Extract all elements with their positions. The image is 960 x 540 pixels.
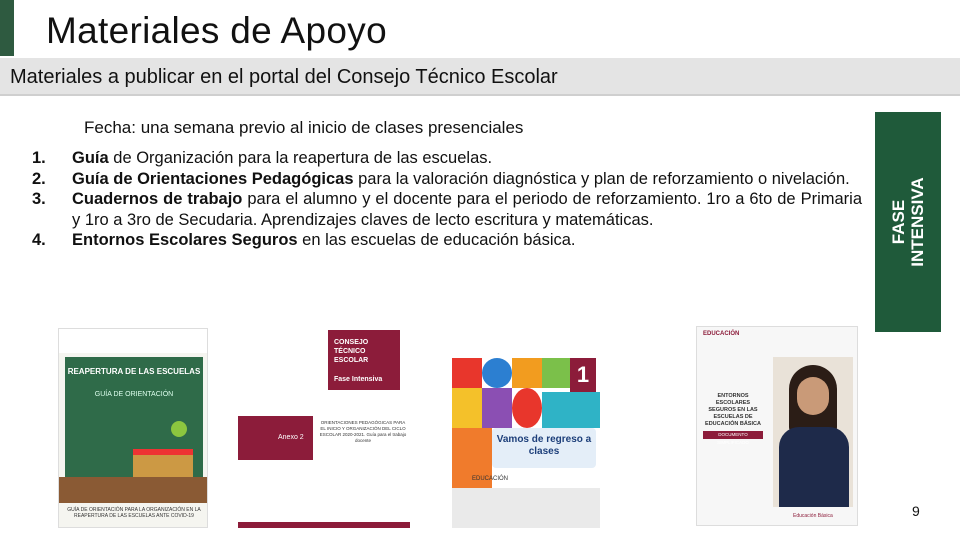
student-photo	[773, 357, 853, 507]
pattern-tile	[512, 388, 542, 428]
phase-label-box	[875, 112, 941, 332]
apple-icon	[171, 421, 187, 437]
item-number: 3.	[32, 190, 46, 208]
pattern-tile	[542, 392, 600, 428]
student-uniform	[779, 427, 849, 507]
cover-header-logos	[59, 329, 207, 353]
grade-number: 1	[570, 358, 596, 392]
cover-regreso-clases	[452, 358, 600, 528]
student-face	[797, 377, 829, 415]
pattern-tile	[482, 358, 512, 388]
cover-reapertura-guide	[58, 328, 208, 528]
phase-label	[889, 122, 927, 322]
date-line: Fecha: una semana previo al inicio de clases presenciales	[84, 118, 524, 137]
pattern-tile	[452, 488, 600, 528]
cte-title-block	[328, 330, 400, 390]
pattern-tile	[512, 358, 542, 388]
item-bold: Guía	[72, 149, 109, 167]
page-number: 9	[912, 503, 920, 519]
item-bold: Entornos Escolares Seguros	[72, 231, 298, 249]
pattern-tile	[452, 358, 482, 388]
cover-title: ENTORNOS ESCOLARES SEGUROS EN LAS ESCUELAS DE EDUCACIÓN BÁSICA	[705, 393, 761, 427]
books-image	[133, 449, 193, 477]
item-text	[72, 148, 862, 169]
item-text	[72, 230, 862, 251]
title-accent-bar	[0, 0, 14, 56]
cover-footer: GUÍA DE ORIENTACIÓN PARA LA ORGANIZACIÓN EN LA REAPERTURA DE LAS ESCUELAS ANTE COVID-19	[67, 507, 201, 519]
item-bold: Guía de Orientaciones Pedagógicas	[72, 169, 354, 188]
cover-header: EDUCACIÓN	[703, 331, 740, 337]
cover-subtitle: GUÍA DE ORIENTACIÓN	[94, 391, 174, 398]
cover-bottom-bar	[238, 522, 410, 528]
list-item	[32, 148, 862, 169]
pattern-tile	[482, 388, 512, 428]
subtitle-band	[0, 58, 960, 96]
materials-list	[32, 148, 862, 251]
cover-phase: Fase Intensiva	[334, 376, 383, 383]
page-subtitle: Materiales a publicar en el portal del Consejo Técnico Escolar	[10, 66, 558, 88]
item-text	[72, 189, 862, 230]
item-rest: para el alumno y el docente para el periodo de reforzamiento. 1ro a 6to de Primaria y 1ro a 3ro de Secudaria. Aprendizajes claves de lecto escritura y matemáticas.	[72, 190, 862, 229]
item-text	[72, 169, 862, 190]
cover-footer: Educación Básica	[793, 513, 833, 519]
page-title: Materiales de Apoyo	[46, 10, 387, 51]
item-rest: de Organización para la reapertura de las escuelas.	[108, 149, 493, 167]
pattern-tile	[542, 358, 570, 388]
phase-label-line1: FASE	[889, 199, 908, 245]
item-number: 4.	[32, 231, 46, 249]
annex-description: ORIENTACIONES PEDAGÓGICAS PARA EL INICIO Y ORGANIZACIÓN DEL CICLO ESCOLAR 2020-2021. Guía para el trabajo docente	[319, 420, 407, 443]
cover-title: CONSEJO TÉCNICO ESCOLAR	[334, 339, 369, 364]
cover-title: REAPERTURA DE LAS ESCUELAS	[67, 367, 201, 376]
annex-label: Anexo 2	[278, 434, 304, 441]
list-item	[32, 230, 862, 251]
item-number: 2.	[32, 169, 46, 188]
cover-entornos-seguros	[696, 326, 858, 526]
phase-label-line2: INTENSIVA	[908, 177, 927, 267]
item-number: 1.	[32, 149, 46, 167]
pattern-tile	[452, 388, 482, 428]
cover-cte-anexo	[238, 330, 410, 528]
item-rest: en las escuelas de educación básica.	[297, 231, 576, 249]
list-item	[32, 189, 862, 230]
item-rest: para la valoración diagnóstica y plan de reforzamiento o nivelación.	[353, 169, 850, 188]
list-item	[32, 169, 862, 190]
desk-image	[59, 477, 207, 503]
cover-footer: EDUCACIÓN	[472, 476, 509, 482]
item-bold: Cuadernos de trabajo	[72, 190, 243, 208]
cover-title: Vamos de regreso a clases	[492, 428, 596, 468]
cover-label: DOCUMENTO SIMPLIFICADO	[703, 431, 763, 439]
